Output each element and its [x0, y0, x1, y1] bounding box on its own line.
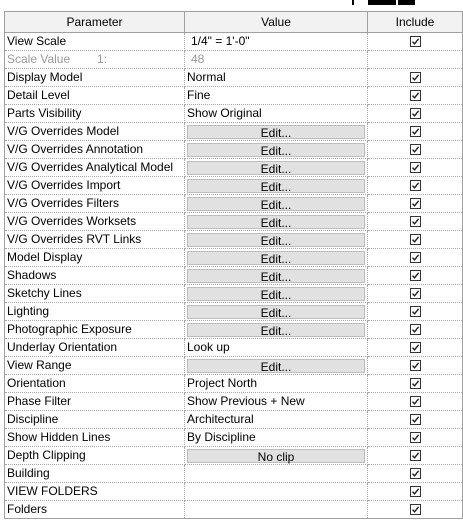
- checkmark-icon: [411, 451, 420, 460]
- value-cell[interactable]: [185, 501, 368, 519]
- checkmark-icon: [411, 271, 420, 280]
- top-edge-mark: [352, 0, 354, 5]
- parameter-cell: [5, 501, 185, 519]
- value-cell[interactable]: [185, 213, 368, 231]
- parameter-name: Sketchy Lines: [7, 286, 82, 300]
- value-cell[interactable]: [185, 285, 368, 303]
- table-row[interactable]: [5, 105, 463, 123]
- table-row[interactable]: [5, 393, 463, 411]
- table-row[interactable]: [5, 195, 463, 213]
- checkmark-icon: [411, 325, 420, 334]
- edit-button[interactable]: Edit...: [187, 143, 365, 157]
- value-text: 1/4" = 1'-0": [191, 34, 250, 48]
- include-cell: [368, 195, 463, 213]
- parameter-name: Discipline: [7, 412, 59, 426]
- checkmark-icon: [411, 469, 420, 478]
- include-cell: [368, 465, 463, 483]
- value-cell[interactable]: [185, 141, 368, 159]
- table-row[interactable]: [5, 213, 463, 231]
- include-checkbox[interactable]: [410, 360, 421, 371]
- include-checkbox[interactable]: [410, 414, 421, 425]
- value-text: Project North: [187, 376, 258, 390]
- include-checkbox[interactable]: [410, 396, 421, 407]
- parameter-cell: [5, 123, 185, 141]
- checkmark-icon: [411, 163, 420, 172]
- parameter-name: Depth Clipping: [7, 448, 86, 462]
- value-cell[interactable]: [185, 411, 368, 429]
- include-checkbox[interactable]: [410, 72, 421, 83]
- checkmark-icon: [411, 127, 420, 136]
- edit-button[interactable]: Edit...: [187, 287, 365, 301]
- value-cell: [185, 51, 368, 69]
- parameter-cell: [5, 375, 185, 393]
- table-row[interactable]: [5, 159, 463, 177]
- value-cell[interactable]: [185, 393, 368, 411]
- parameter-cell: [5, 51, 185, 69]
- parameter-name: VIEW FOLDERS: [7, 484, 98, 498]
- edit-button[interactable]: Edit...: [187, 179, 365, 193]
- value-cell[interactable]: [185, 429, 368, 447]
- checkmark-icon: [411, 217, 420, 226]
- parameter-cell: [5, 339, 185, 357]
- value-cell[interactable]: [185, 33, 368, 51]
- value-cell[interactable]: [185, 195, 368, 213]
- edit-button[interactable]: Edit...: [187, 269, 365, 283]
- table-row[interactable]: [5, 465, 463, 483]
- table-row[interactable]: [5, 249, 463, 267]
- include-cell: [368, 429, 463, 447]
- include-checkbox[interactable]: [410, 144, 421, 155]
- include-cell: [368, 339, 463, 357]
- table-row[interactable]: [5, 69, 463, 87]
- table-row[interactable]: [5, 483, 463, 501]
- checkmark-icon: [411, 73, 420, 82]
- table-row[interactable]: [5, 303, 463, 321]
- table-header-row: [5, 12, 463, 33]
- include-cell: [368, 141, 463, 159]
- value-cell[interactable]: [185, 249, 368, 267]
- parameter-cell: [5, 267, 185, 285]
- value-cell[interactable]: [185, 267, 368, 285]
- parameter-name: Scale Value: [7, 52, 71, 66]
- table-row[interactable]: [5, 267, 463, 285]
- include-checkbox[interactable]: [410, 198, 421, 209]
- include-cell: [368, 411, 463, 429]
- include-cell: [368, 375, 463, 393]
- parameter-cell: [5, 429, 185, 447]
- include-checkbox[interactable]: [410, 288, 421, 299]
- value-cell[interactable]: [185, 483, 368, 501]
- table-row[interactable]: [5, 87, 463, 105]
- top-edge-mark: [368, 0, 396, 5]
- table-row[interactable]: [5, 33, 463, 51]
- checkmark-icon: [411, 379, 420, 388]
- include-cell: [368, 123, 463, 141]
- value-text: Show Previous + New: [187, 394, 305, 408]
- include-checkbox[interactable]: [410, 504, 421, 515]
- edit-button[interactable]: Edit...: [187, 161, 365, 175]
- include-checkbox[interactable]: [410, 108, 421, 119]
- value-cell[interactable]: [185, 69, 368, 87]
- include-cell: [368, 357, 463, 375]
- include-checkbox[interactable]: [410, 216, 421, 227]
- value-cell[interactable]: [185, 447, 368, 465]
- table-row[interactable]: [5, 321, 463, 339]
- parameter-name: Lighting: [7, 304, 50, 318]
- include-checkbox[interactable]: [410, 342, 421, 353]
- checkmark-icon: [411, 253, 420, 262]
- table-row[interactable]: [5, 141, 463, 159]
- parameter-cell: [5, 249, 185, 267]
- parameter-cell: [5, 159, 185, 177]
- value-text: By Discipline: [187, 430, 256, 444]
- parameter-cell: [5, 213, 185, 231]
- edit-button[interactable]: Edit...: [187, 251, 365, 265]
- parameter-name: Photographic Exposure: [7, 322, 132, 336]
- table-row[interactable]: [5, 231, 463, 249]
- parameter-suffix: 1:: [97, 52, 108, 66]
- table-row[interactable]: [5, 501, 463, 519]
- include-cell: [368, 87, 463, 105]
- include-cell: [368, 177, 463, 195]
- include-checkbox[interactable]: [410, 306, 421, 317]
- parameter-cell: [5, 33, 185, 51]
- checkmark-icon: [411, 307, 420, 316]
- parameter-name: V/G Overrides Filters: [7, 196, 120, 210]
- column-header-value[interactable]: Value: [185, 12, 368, 33]
- edit-button[interactable]: Edit...: [187, 305, 365, 319]
- include-cell: [368, 159, 463, 177]
- checkmark-icon: [411, 487, 420, 496]
- parameter-name: V/G Overrides Model: [7, 124, 120, 138]
- parameter-cell: [5, 411, 185, 429]
- include-checkbox[interactable]: [410, 432, 421, 443]
- parameter-name: Model Display: [7, 250, 83, 264]
- top-edge-mark: [398, 0, 415, 5]
- parameter-name: Folders: [7, 502, 48, 516]
- parameter-name: Detail Level: [7, 88, 70, 102]
- parameter-cell: [5, 303, 185, 321]
- include-checkbox[interactable]: [410, 450, 421, 461]
- edit-button[interactable]: Edit...: [187, 323, 365, 337]
- table-row[interactable]: [5, 51, 463, 69]
- value-text: Fine: [187, 88, 211, 102]
- checkmark-icon: [411, 415, 420, 424]
- parameter-cell: [5, 285, 185, 303]
- include-cell: [368, 105, 463, 123]
- value-cell[interactable]: [185, 231, 368, 249]
- include-cell: [368, 501, 463, 519]
- include-checkbox[interactable]: [410, 378, 421, 389]
- parameter-cell: [5, 177, 185, 195]
- table-row[interactable]: [5, 123, 463, 141]
- parameter-cell: [5, 195, 185, 213]
- parameter-name: Display Model: [7, 70, 83, 84]
- include-checkbox[interactable]: [410, 324, 421, 335]
- edit-button[interactable]: Edit...: [187, 215, 365, 229]
- checkmark-icon: [411, 91, 420, 100]
- include-checkbox[interactable]: [410, 90, 421, 101]
- parameter-name: Phase Filter: [7, 394, 72, 408]
- include-checkbox[interactable]: [410, 252, 421, 263]
- parameter-name: V/G Overrides Analytical Model: [7, 160, 174, 174]
- include-cell: [368, 267, 463, 285]
- checkmark-icon: [411, 37, 420, 46]
- parameter-label-group: [7, 51, 182, 68]
- checkmark-icon: [411, 505, 420, 514]
- value-cell[interactable]: [185, 357, 368, 375]
- value-text: Show Original: [187, 106, 262, 120]
- depth-clipping-button[interactable]: No clip: [187, 449, 365, 463]
- include-cell: [368, 393, 463, 411]
- value-cell[interactable]: [185, 465, 368, 483]
- include-cell: [368, 33, 463, 51]
- value-text: Architectural: [187, 412, 254, 426]
- include-checkbox[interactable]: [410, 468, 421, 479]
- include-cell: [368, 249, 463, 267]
- checkmark-icon: [411, 145, 420, 154]
- table-row[interactable]: [5, 339, 463, 357]
- include-checkbox[interactable]: [410, 180, 421, 191]
- value-cell[interactable]: [185, 375, 368, 393]
- value-text: 48: [191, 52, 205, 66]
- table-row[interactable]: [5, 411, 463, 429]
- view-template-parameters-table: [4, 11, 463, 519]
- parameter-name: V/G Overrides Annotation: [7, 142, 144, 156]
- table-row[interactable]: [5, 429, 463, 447]
- value-cell[interactable]: [185, 339, 368, 357]
- include-cell: [368, 51, 463, 69]
- parameter-cell: [5, 69, 185, 87]
- checkmark-icon: [411, 343, 420, 352]
- include-cell: [368, 231, 463, 249]
- include-cell: [368, 447, 463, 465]
- edit-button[interactable]: Edit...: [187, 197, 365, 211]
- include-checkbox[interactable]: [410, 36, 421, 47]
- include-cell: [368, 321, 463, 339]
- parameter-cell: [5, 357, 185, 375]
- checkmark-icon: [411, 433, 420, 442]
- table-row[interactable]: [5, 447, 463, 465]
- include-cell: [368, 285, 463, 303]
- parameter-name: V/G Overrides RVT Links: [7, 232, 142, 246]
- value-text: Normal: [187, 70, 226, 84]
- parameter-name: V/G Overrides Worksets: [7, 214, 137, 228]
- include-checkbox[interactable]: [410, 234, 421, 245]
- parameter-cell: [5, 393, 185, 411]
- value-cell[interactable]: [185, 303, 368, 321]
- parameter-name: Parts Visibility: [7, 106, 82, 120]
- table-row[interactable]: [5, 375, 463, 393]
- checkmark-icon: [411, 109, 420, 118]
- include-checkbox[interactable]: [410, 126, 421, 137]
- table-row[interactable]: [5, 285, 463, 303]
- checkmark-icon: [411, 289, 420, 298]
- parameter-name: Underlay Orientation: [7, 340, 118, 354]
- parameter-name: Building: [7, 466, 50, 480]
- table-row[interactable]: [5, 177, 463, 195]
- edit-button[interactable]: Edit...: [187, 359, 365, 373]
- parameter-cell: [5, 321, 185, 339]
- parameter-cell: [5, 231, 185, 249]
- include-cell: [368, 303, 463, 321]
- table-row[interactable]: [5, 357, 463, 375]
- value-cell[interactable]: [185, 123, 368, 141]
- top-edge-strip: [0, 0, 463, 9]
- column-header-include[interactable]: Include: [368, 12, 463, 33]
- value-cell[interactable]: [185, 321, 368, 339]
- parameter-cell: [5, 141, 185, 159]
- parameter-cell: [5, 447, 185, 465]
- edit-button[interactable]: Edit...: [187, 125, 365, 139]
- parameter-name: Orientation: [7, 376, 66, 390]
- parameter-name: View Scale: [7, 34, 67, 48]
- value-cell[interactable]: [185, 87, 368, 105]
- include-cell: [368, 483, 463, 501]
- value-cell[interactable]: [185, 105, 368, 123]
- parameter-cell: [5, 465, 185, 483]
- parameter-cell: [5, 105, 185, 123]
- table-body: [5, 33, 463, 519]
- value-cell[interactable]: [185, 177, 368, 195]
- include-checkbox[interactable]: [410, 162, 421, 173]
- parameter-cell: [5, 87, 185, 105]
- include-checkbox[interactable]: [410, 270, 421, 281]
- include-cell: [368, 69, 463, 87]
- include-checkbox[interactable]: [410, 486, 421, 497]
- parameter-name: Shadows: [7, 268, 57, 282]
- checkmark-icon: [411, 397, 420, 406]
- parameter-name: V/G Overrides Import: [7, 178, 121, 192]
- checkmark-icon: [411, 361, 420, 370]
- column-header-parameter[interactable]: Parameter: [5, 12, 185, 33]
- checkmark-icon: [411, 181, 420, 190]
- edit-button[interactable]: Edit...: [187, 233, 365, 247]
- include-cell: [368, 213, 463, 231]
- parameter-name: View Range: [7, 358, 72, 372]
- value-cell[interactable]: [185, 159, 368, 177]
- value-text: Look up: [187, 340, 230, 354]
- parameter-name: Show Hidden Lines: [7, 430, 111, 444]
- checkmark-icon: [411, 199, 420, 208]
- checkmark-icon: [411, 235, 420, 244]
- parameter-cell: [5, 483, 185, 501]
